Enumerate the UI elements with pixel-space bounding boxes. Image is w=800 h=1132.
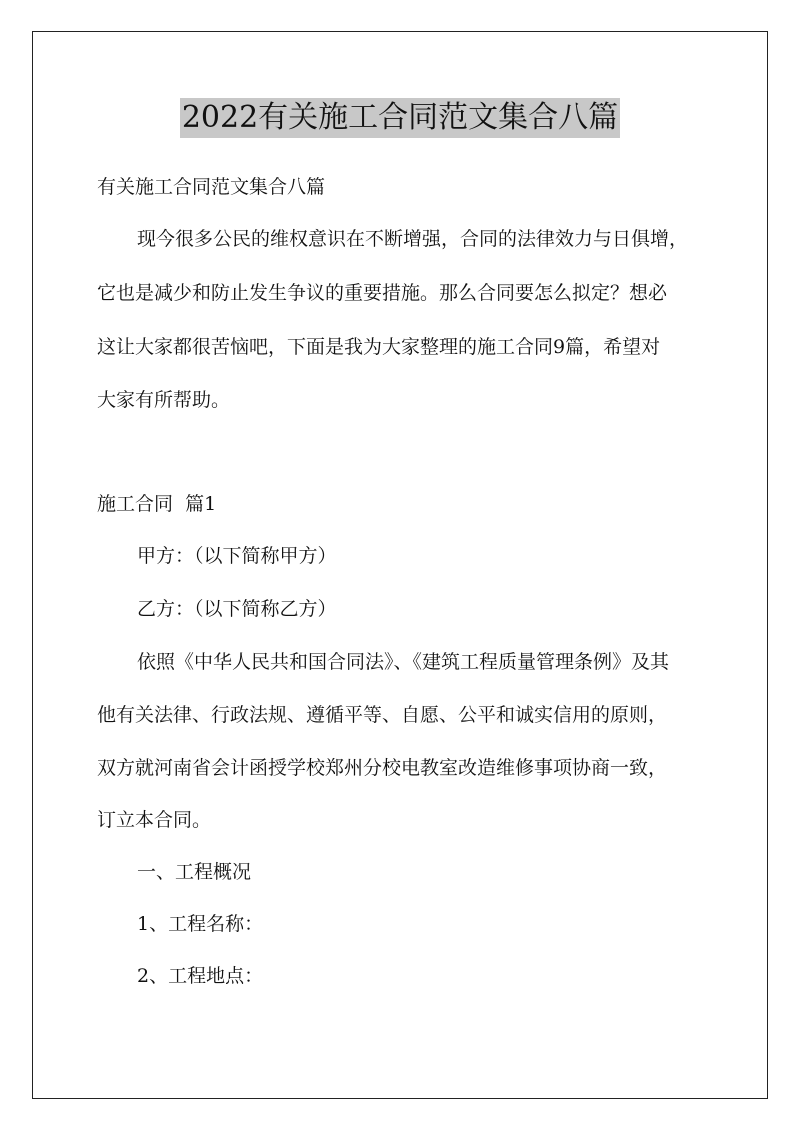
basis-line-4: 订立本合同。 xyxy=(97,809,212,831)
basis-line-2: 他有关法律、行政法规、遵循平等、自愿、公平和诚实信用的原则， xyxy=(97,704,668,726)
section-heading: 施工合同 篇1 xyxy=(97,493,217,515)
item-project-location: 2、工程地点： xyxy=(137,965,264,987)
basis-line-1: 依照《中华人民共和国合同法》、《建筑工程质量管理条例》及其 xyxy=(137,651,670,673)
party-a-line: 甲方：（以下简称甲方） xyxy=(137,545,337,567)
document-subtitle: 有关施工合同范文集合八篇 xyxy=(97,176,326,198)
document-title: 2022有关施工合同范文集合八篇 xyxy=(180,98,620,138)
intro-line-4: 大家有所帮助。 xyxy=(97,389,231,411)
clause-heading-1: 一、工程概况 xyxy=(137,861,252,883)
intro-line-3: 这让大家都很苦恼吧，下面是我为大家整理的施工合同9篇，希望对 xyxy=(97,336,661,358)
basis-line-3: 双方就河南省会计函授学校郑州分校电教室改造维修事项协商一致， xyxy=(97,757,668,779)
intro-line-1: 现今很多公民的维权意识在不断增强，合同的法律效力与日俱增， xyxy=(137,228,689,250)
document-title-wrapper xyxy=(0,98,800,138)
intro-line-2: 它也是减少和防止发生争议的重要措施。那么合同要怎么拟定？想必 xyxy=(97,282,668,304)
item-project-name: 1、工程名称： xyxy=(137,913,264,935)
party-b-line: 乙方：（以下简称乙方） xyxy=(137,598,337,620)
